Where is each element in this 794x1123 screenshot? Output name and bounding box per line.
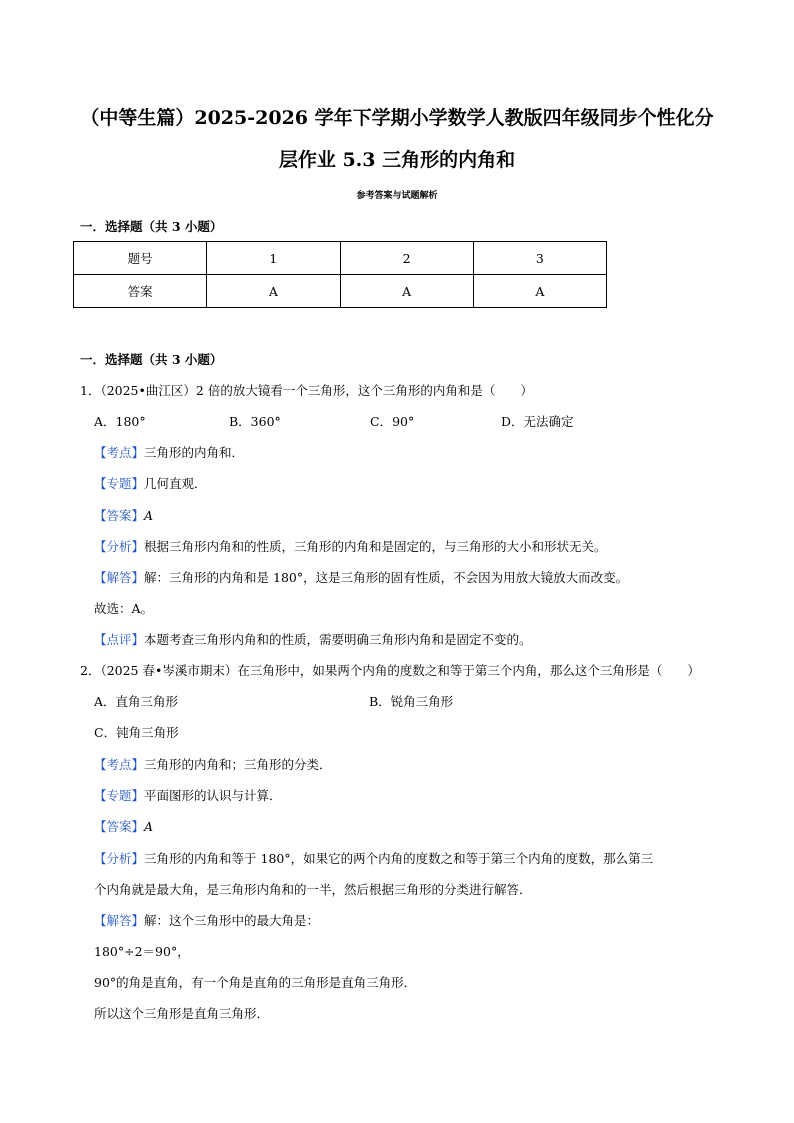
q1-answer: [94, 506, 153, 524]
q1-dianping: [94, 630, 532, 648]
q2-answer-text: A: [144, 819, 154, 834]
q2-jieda-line-1: [94, 911, 319, 929]
q1-option-a: A．180°: [94, 414, 146, 429]
table-row: [74, 242, 607, 275]
q2-option-a: A．直角三角形: [94, 694, 179, 709]
kaodian-tag: 【考点】: [94, 757, 145, 772]
table-cell: 2: [340, 242, 473, 275]
document-subtitle: 参考答案与试题解析: [356, 191, 438, 201]
q1-kaodian-text: 三角形的内角和．: [144, 445, 245, 460]
q1-zhuanti-text: 几何直观．: [144, 476, 207, 491]
q1-option-b: B．360°: [229, 414, 281, 429]
jieda-tag: 【解答】: [94, 913, 145, 928]
table-cell: A: [473, 275, 606, 308]
q1-jieda-text: 解：三角形的内角和是 180°，这是三角形的固有性质，不会因为用放大镜放大而改变。: [144, 570, 629, 585]
q1-fenxi-text: 根据三角形内角和的性质，三角形的内角和是固定的，与三角形的大小和形状无关。: [144, 539, 607, 554]
table-cell: A: [340, 275, 473, 308]
q2-jieda-line-4: 所以这个三角形是直角三角形．: [94, 1006, 270, 1021]
q1-kaodian: [94, 443, 244, 461]
q2-answer: [94, 817, 153, 835]
q2-jieda-line-2: 180°÷2＝90°，: [94, 944, 190, 959]
q2-stem: 2．（2025 春•岑溪市期末）在三角形中，如果两个内角的度数之和等于第三个内角，那么这个三角形是（ ）: [80, 663, 700, 678]
table-cell: 3: [473, 242, 606, 275]
q1-option-c: C．90°: [370, 414, 415, 429]
q2-fenxi-line-2: 个内角就是最大角，是三角形内角和的一半，然后根据三角形的分类进行解答．: [94, 882, 532, 897]
q1-dianping-text: 本题考查三角形内角和的性质，需要明确三角形内角和是固定不变的。: [144, 632, 532, 647]
dianping-tag: 【点评】: [94, 632, 145, 647]
q2-fenxi-line-1: [94, 849, 653, 867]
document-title-line-1: （中等生篇）2025-2026 学年下学期小学数学人教版四年级同步个性化分: [80, 107, 714, 129]
q2-jieda-text: 解：这个三角形中的最大角是：: [144, 913, 320, 928]
q2-option-c: C．钝角三角形: [94, 725, 179, 740]
q2-zhuanti-text: 平面图形的认识与计算．: [144, 788, 282, 803]
q2-kaodian-text: 三角形的内角和；三角形的分类．: [144, 757, 332, 772]
q2-kaodian: [94, 755, 332, 773]
zhuanti-tag: 【专题】: [94, 476, 145, 491]
detail-section-heading: 一．选择题（共 3 小题）: [80, 352, 223, 367]
fenxi-tag: 【分析】: [94, 539, 145, 554]
fenxi-tag: 【分析】: [94, 851, 145, 866]
answer-section-heading: 一．选择题（共 3 小题）: [80, 219, 223, 234]
q1-stem: 1．（2025•曲江区）2 倍的放大镜看一个三角形，这个三角形的内角和是（ ）: [80, 383, 533, 398]
q2-fenxi-text: 三角形的内角和等于 180°，如果它的两个内角的度数之和等于第三个内角的度数，那么第三: [144, 851, 654, 866]
table-header-cell: 答案: [74, 275, 207, 308]
q1-fenxi: [94, 537, 607, 555]
q2-zhuanti: [94, 786, 282, 804]
zhuanti-tag: 【专题】: [94, 788, 145, 803]
q1-option-d: D．无法确定: [501, 414, 574, 429]
jieda-tag: 【解答】: [94, 570, 145, 585]
q2-option-b: B．锐角三角形: [369, 694, 454, 709]
table-row: [74, 275, 607, 308]
answer-table: [73, 241, 607, 308]
table-cell: 1: [207, 242, 340, 275]
table-header-cell: 题号: [74, 242, 207, 275]
q1-guxuan: 故选：A。: [94, 601, 154, 616]
q1-zhuanti: [94, 474, 207, 492]
q1-answer-text: A: [144, 508, 154, 523]
answer-tag: 【答案】: [94, 819, 145, 834]
table-cell: A: [207, 275, 340, 308]
q1-jieda: [94, 568, 628, 586]
q2-jieda-line-3: 90°的角是直角，有一个角是直角的三角形是直角三角形．: [94, 975, 417, 990]
answer-tag: 【答案】: [94, 508, 145, 523]
kaodian-tag: 【考点】: [94, 445, 145, 460]
document-title-line-2: 层作业 5.3 三角形的内角和: [278, 149, 516, 171]
